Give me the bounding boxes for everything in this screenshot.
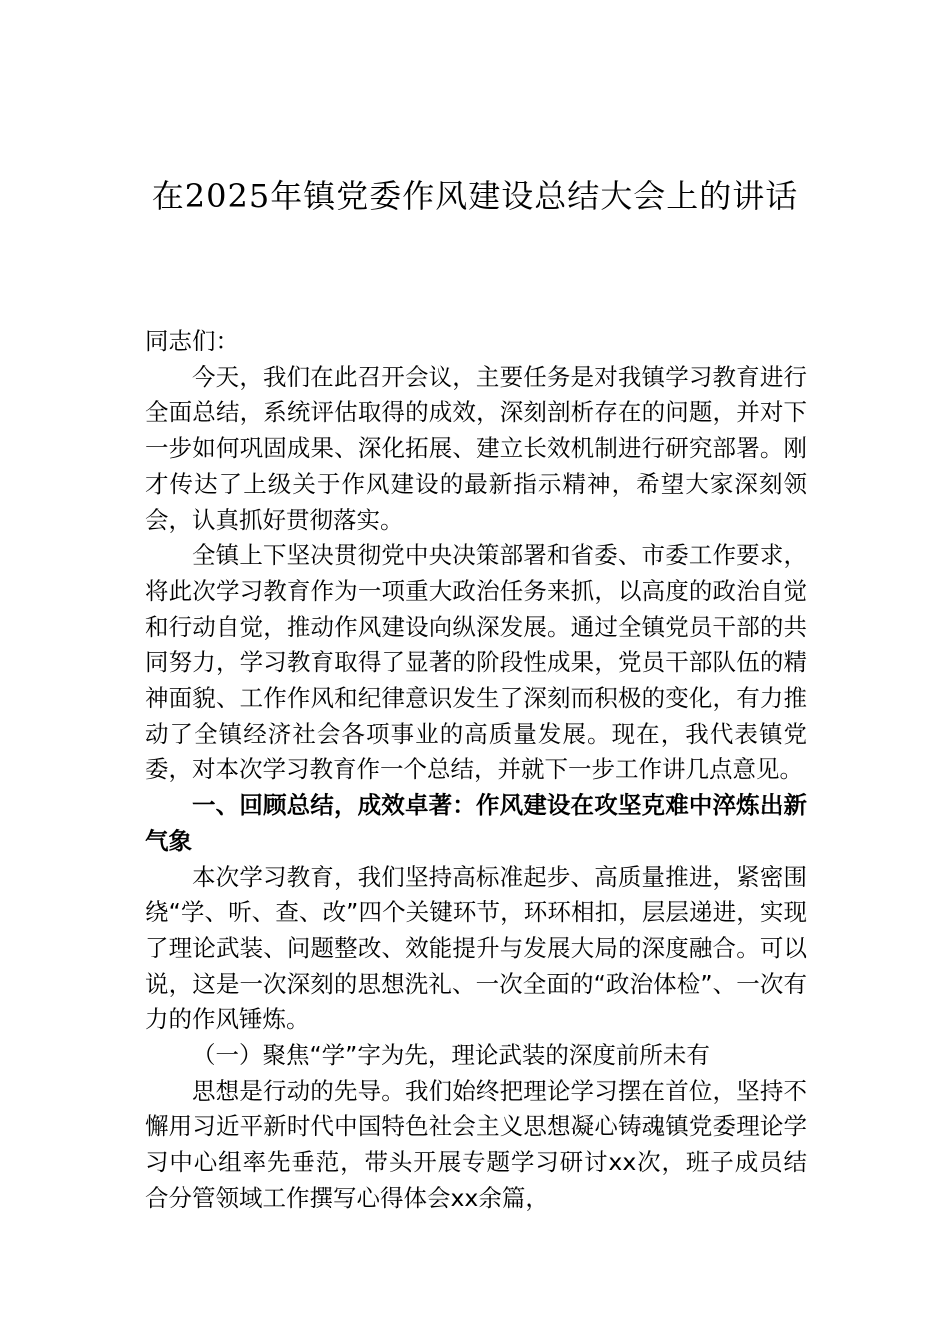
intro-paragraph-2: 全镇上下坚决贯彻党中央决策部署和省委、市委工作要求，将此次学习教育作为一项重大政治任务来抓，以高度的政治自觉和行动自觉，推动作风建设向纵深发展。通过全镇党员干部的共同努力，学习教育取得了显著的阶段性成果，党员干部队伍的精神面貌、工作作风和纪律意识发生了深刻而积极的变化，有力推动了全镇经济社会各项事业的高质量发展。现在，我代表镇党委，对本次学习教育作一个总结，并就下一步工作讲几点意见。 <box>145 541 807 784</box>
intro-paragraph-1: 今天，我们在此召开会议，主要任务是对我镇学习教育进行全面总结，系统评估取得的成效，深刻剖析存在的问题，并对下一步如何巩固成果、深化拓展、建立长效机制进行研究部署。刚才传达了上级关于作风建设的最新指示精神，希望大家深刻领会，认真抓好贯彻落实。 <box>145 362 807 534</box>
section-1-heading: 一、回顾总结，成效卓著：作风建设在攻坚克难中淬炼出新气象 <box>145 791 807 855</box>
section-1-paragraph: 本次学习教育，我们坚持高标准起步、高质量推进，紧密围绕“学、听、查、改”四个关键环节，环环相扣，层层递进，实现了理论武装、问题整改、效能提升与发展大局的深度融合。可以说，这是一次深刻的思想洗礼、一次全面的“政治体检”、一次有力的作风锤炼。 <box>145 862 807 1034</box>
document-body <box>145 324 807 1217</box>
document-title: 在2025年镇党委作风建设总结大会上的讲话 <box>151 177 799 215</box>
subsection-1-paragraph: 思想是行动的先导。我们始终把理论学习摆在首位，坚持不懈用习近平新时代中国特色社会主义思想凝心铸魂镇党委理论学习中心组率先垂范，带头开展专题学习研讨xx次，班子成员结合分管领域工作撰写心得体会xx余篇， <box>145 1076 807 1212</box>
salutation: 同志们： <box>145 327 239 355</box>
subsection-1-heading: （一）聚焦“学”字为先，理论武装的深度前所未有 <box>192 1041 710 1070</box>
